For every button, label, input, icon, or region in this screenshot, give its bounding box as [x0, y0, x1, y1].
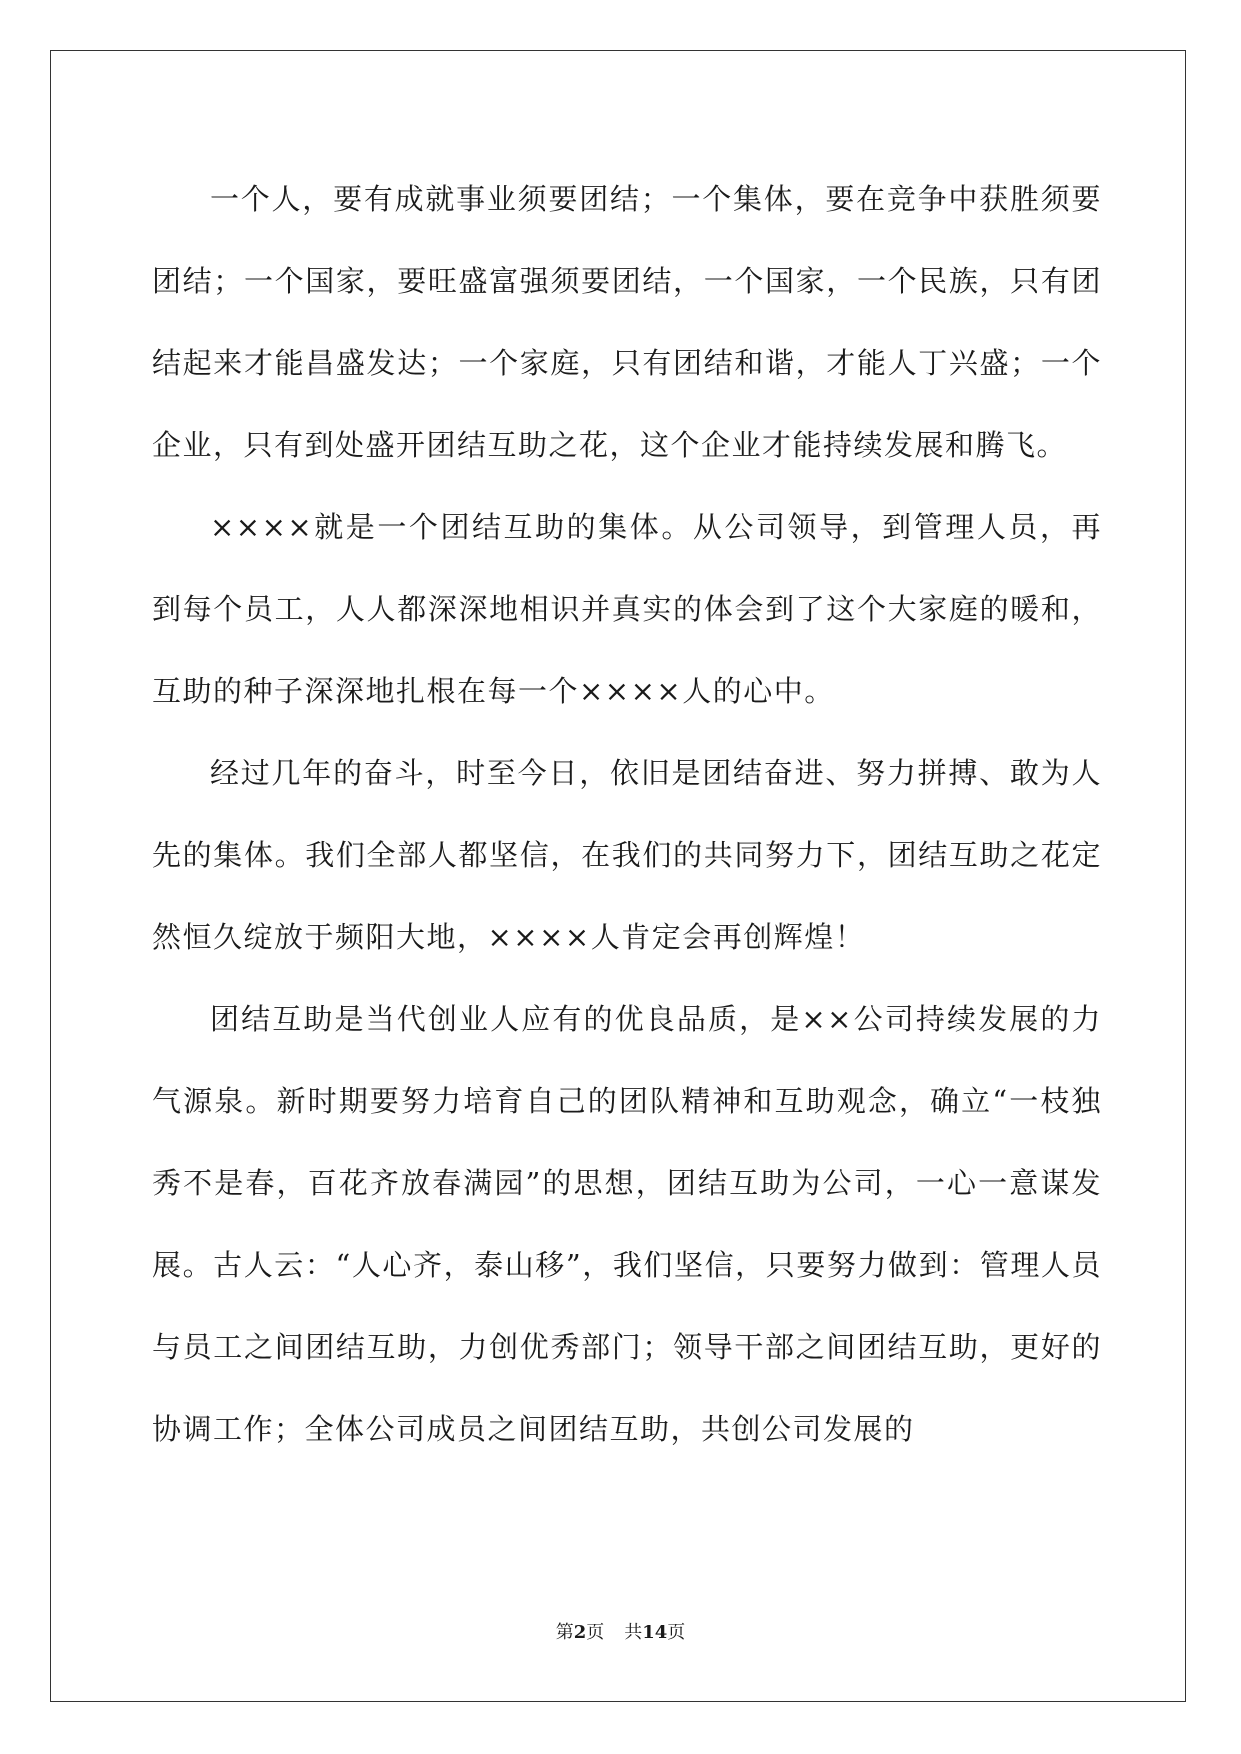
footer-prefix: 第 [555, 1622, 574, 1643]
current-page-number: 2 [573, 1622, 587, 1643]
footer-page-suffix: 页 [586, 1622, 605, 1643]
paragraph-3: 经过几年的奋斗，时至今日，依旧是团结奋进、努力拼搏、敢为人先的集体。我们全部人都坚信，在我们的共同努力下，团结互助之花定然恒久绽放于频阳大地，××××人肯定会再创辉煌！ [152, 756, 1102, 954]
paragraph-1: 一个人，要有成就事业须要团结；一个集体，要在竞争中获胜须要团结；一个国家，要旺盛富强须要团结，一个国家，一个民族，只有团结起来才能昌盛发达；一个家庭，只有团结和谐，才能人丁兴盛；一个企业，只有到处盛开团结互助之花，这个企业才能持续发展和腾飞。 [152, 182, 1102, 462]
paragraph-2: ××××就是一个团结互助的集体。从公司领导，到管理人员，再到每个员工，人人都深深地相识并真实的体会到了这个大家庭的暖和，互助的种子深深地扎根在每一个××××人的心中。 [152, 510, 1102, 708]
total-page-number: 14 [642, 1622, 668, 1643]
page-footer [0, 1618, 1241, 1644]
footer-total-prefix: 共 [624, 1622, 643, 1643]
paragraph-4: 团结互助是当代创业人应有的优良品质，是××公司持续发展的力气源泉。新时期要努力培育自己的团队精神和互助观念，确立“一枝独秀不是春，百花齐放春满园”的思想，团结互助为公司，一心一意谋发展。古人云：“人心齐，泰山移”，我们坚信，只要努力做到：管理人员与员工之间团结互助，力创优秀部门；领导干部之间团结互助，更好的协调工作；全体公司成员之间团结互助，共创公司发展的 [152, 1002, 1102, 1446]
document-body [152, 158, 1102, 1470]
footer-total-suffix: 页 [667, 1622, 686, 1643]
